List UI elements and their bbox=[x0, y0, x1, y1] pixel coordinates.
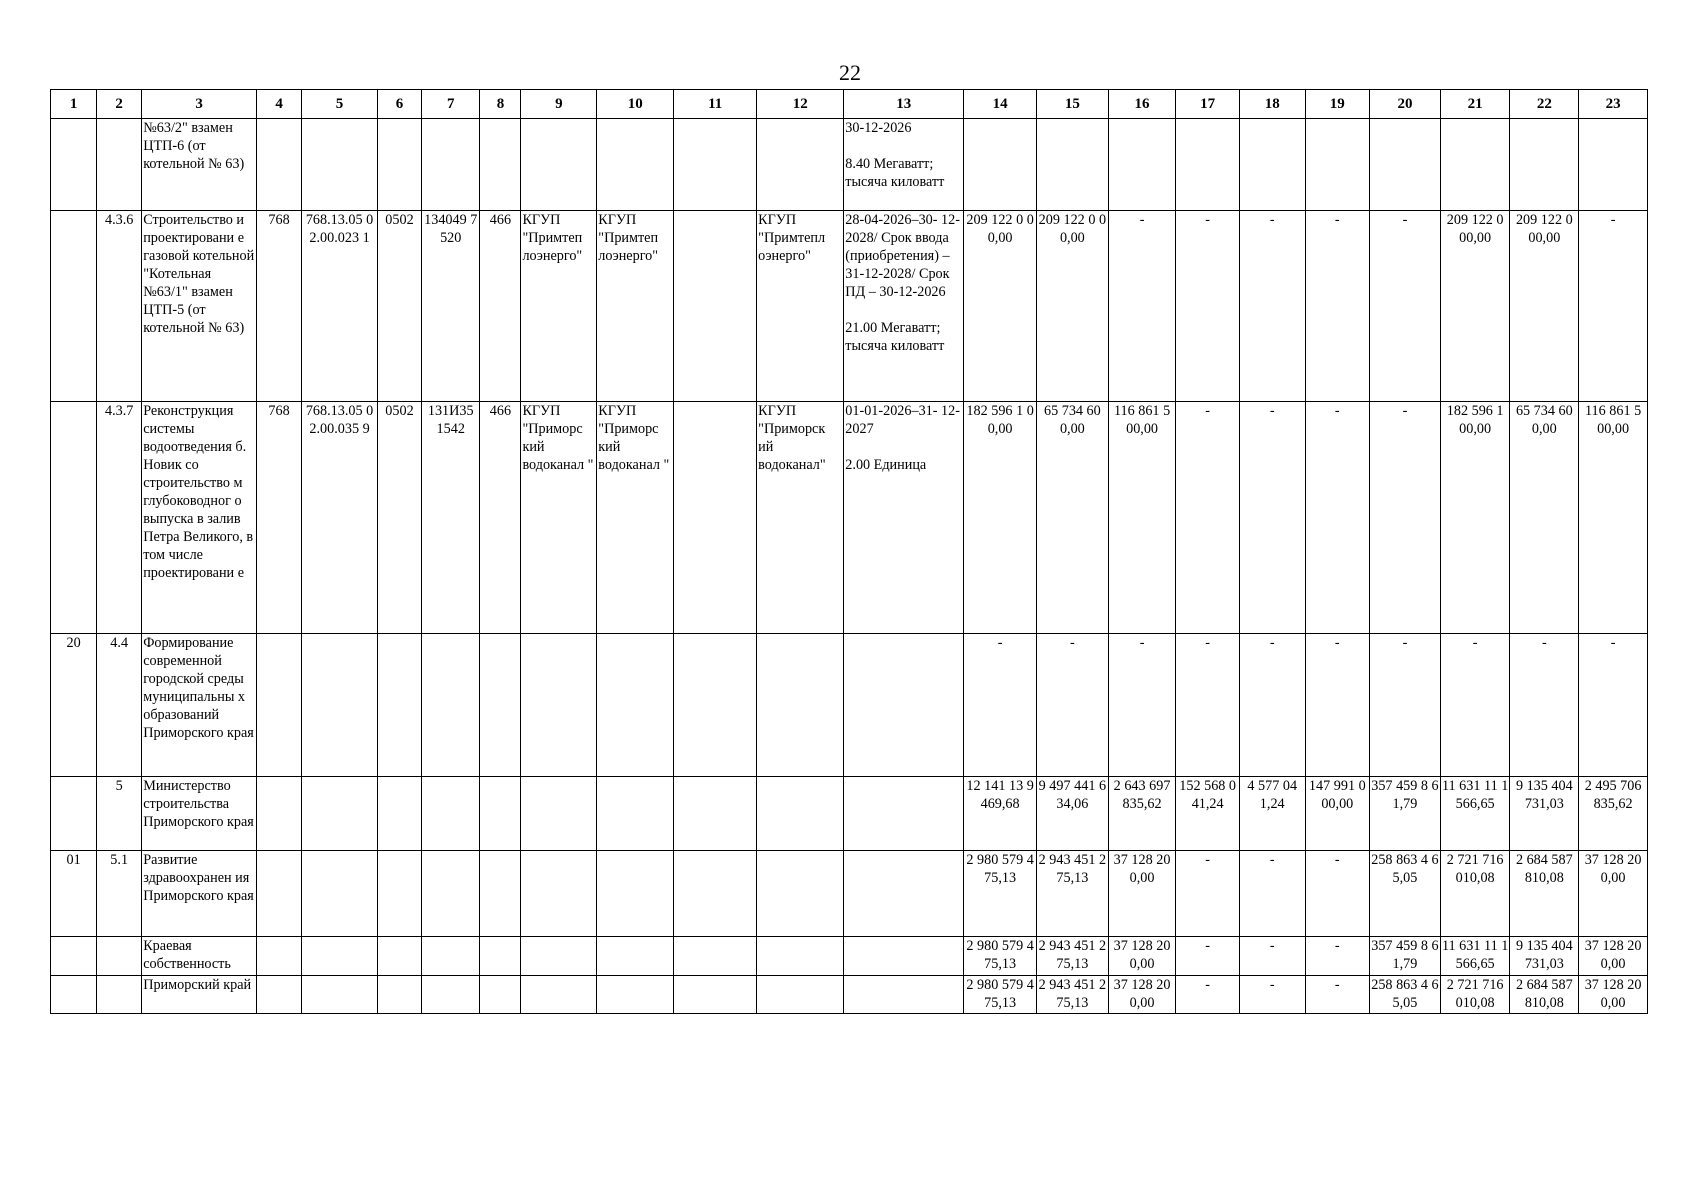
table-cell: - bbox=[1108, 211, 1176, 402]
table-cell bbox=[480, 119, 521, 211]
column-header: 22 bbox=[1510, 90, 1579, 119]
table-cell: 37 128 20 0,00 bbox=[1579, 851, 1648, 937]
table-cell bbox=[597, 851, 674, 937]
table-cell: - bbox=[1239, 937, 1305, 976]
table-cell: - bbox=[1176, 402, 1240, 634]
table-cell bbox=[51, 211, 97, 402]
table-cell: 37 128 20 0,00 bbox=[1108, 851, 1176, 937]
table-cell: 12 141 13 9 469,68 bbox=[964, 777, 1037, 851]
page-number: 22 bbox=[839, 60, 861, 85]
column-header: 8 bbox=[480, 90, 521, 119]
table-cell bbox=[302, 976, 378, 1014]
table-cell bbox=[674, 851, 757, 937]
table-cell bbox=[422, 634, 480, 777]
table-cell bbox=[422, 777, 480, 851]
table-cell: №63/2" взамен ЦТП-6 (от котельной № 63) bbox=[142, 119, 257, 211]
table-cell: - bbox=[1239, 402, 1305, 634]
table-cell: 466 bbox=[480, 402, 521, 634]
table-cell: 65 734 60 0,00 bbox=[1510, 402, 1579, 634]
table-cell bbox=[377, 634, 421, 777]
table-cell bbox=[757, 119, 844, 211]
column-header: 20 bbox=[1370, 90, 1441, 119]
table-cell: 2 980 579 475,13 bbox=[964, 937, 1037, 976]
table-cell: 209 122 0 00,00 bbox=[964, 211, 1037, 402]
table-cell bbox=[257, 851, 302, 937]
table-cell: 2 721 716 010,08 bbox=[1440, 851, 1510, 937]
table-cell: Краевая собственность bbox=[142, 937, 257, 976]
table-cell: - bbox=[1176, 211, 1240, 402]
table-cell bbox=[480, 851, 521, 937]
table-cell: 4.3.6 bbox=[97, 211, 142, 402]
table-cell bbox=[597, 777, 674, 851]
table-cell bbox=[1036, 119, 1108, 211]
table-cell: - bbox=[1305, 937, 1370, 976]
table-cell: 466 bbox=[480, 211, 521, 402]
table-cell bbox=[480, 634, 521, 777]
table-cell: 65 734 60 0,00 bbox=[1036, 402, 1108, 634]
table-cell: - bbox=[1510, 634, 1579, 777]
table-row bbox=[51, 119, 1648, 211]
table-cell: 2 943 451 275,13 bbox=[1036, 976, 1108, 1014]
table-cell: - bbox=[1305, 851, 1370, 937]
table-cell bbox=[844, 777, 964, 851]
table-cell: 182 596 1 00,00 bbox=[1440, 402, 1510, 634]
table-cell: КГУП "Приморс кий водоканал " bbox=[521, 402, 597, 634]
table-cell bbox=[1108, 119, 1176, 211]
table-cell: 209 122 0 00,00 bbox=[1440, 211, 1510, 402]
table-cell: - bbox=[1108, 634, 1176, 777]
column-header: 7 bbox=[422, 90, 480, 119]
table-cell: 4.4 bbox=[97, 634, 142, 777]
table-cell bbox=[302, 119, 378, 211]
table-cell: 37 128 20 0,00 bbox=[1579, 976, 1648, 1014]
table-cell: 37 128 20 0,00 bbox=[1108, 976, 1176, 1014]
table-cell bbox=[844, 937, 964, 976]
table-cell bbox=[480, 937, 521, 976]
table-cell: 357 459 8 61,79 bbox=[1370, 937, 1441, 976]
table-cell bbox=[1176, 119, 1240, 211]
table-cell: 2 643 697 835,62 bbox=[1108, 777, 1176, 851]
table-cell bbox=[480, 777, 521, 851]
column-header: 21 bbox=[1440, 90, 1510, 119]
table-cell: 182 596 1 00,00 bbox=[964, 402, 1037, 634]
column-header: 18 bbox=[1239, 90, 1305, 119]
table-cell: 11 631 11 1 566,65 bbox=[1440, 777, 1510, 851]
table-cell: 768.13.05 02.00.023 1 bbox=[302, 211, 378, 402]
table-cell: - bbox=[1176, 851, 1240, 937]
table-cell: 5.1 bbox=[97, 851, 142, 937]
table-cell: - bbox=[1579, 634, 1648, 777]
table-cell: 11 631 11 1 566,65 bbox=[1440, 937, 1510, 976]
table-cell: 116 861 5 00,00 bbox=[1108, 402, 1176, 634]
budget-table bbox=[50, 89, 1648, 1014]
table-cell: КГУП "Приморск ий водоканал" bbox=[757, 402, 844, 634]
table-cell: 2 684 587 810,08 bbox=[1510, 851, 1579, 937]
table-cell: 2 980 579 475,13 bbox=[964, 976, 1037, 1014]
table-row bbox=[51, 402, 1648, 634]
table-cell: 0502 bbox=[377, 211, 421, 402]
column-header: 19 bbox=[1305, 90, 1370, 119]
table-cell: - bbox=[964, 634, 1037, 777]
table-cell: - bbox=[1305, 976, 1370, 1014]
table-cell bbox=[844, 851, 964, 937]
column-header: 12 bbox=[757, 90, 844, 119]
table-cell bbox=[521, 777, 597, 851]
table-cell bbox=[51, 119, 97, 211]
table-cell: КГУП "Примтеп лоэнерго" bbox=[521, 211, 597, 402]
table-cell: 357 459 8 61,79 bbox=[1370, 777, 1441, 851]
table-cell bbox=[51, 976, 97, 1014]
table-cell bbox=[257, 119, 302, 211]
table-cell bbox=[757, 976, 844, 1014]
table-cell: 258 863 4 65,05 bbox=[1370, 851, 1441, 937]
table-row bbox=[51, 851, 1648, 937]
table-cell: 4.3.7 bbox=[97, 402, 142, 634]
table-cell: 2 495 706 835,62 bbox=[1579, 777, 1648, 851]
table-cell: 5 bbox=[97, 777, 142, 851]
table-cell bbox=[51, 402, 97, 634]
table-cell bbox=[302, 777, 378, 851]
table-cell: 20 bbox=[51, 634, 97, 777]
table-cell: - bbox=[1176, 976, 1240, 1014]
table-cell bbox=[422, 937, 480, 976]
table-cell bbox=[597, 976, 674, 1014]
table-cell: - bbox=[1239, 976, 1305, 1014]
table-cell bbox=[1579, 119, 1648, 211]
table-cell: - bbox=[1176, 634, 1240, 777]
table-cell bbox=[97, 976, 142, 1014]
table-cell: - bbox=[1370, 402, 1441, 634]
table-cell: - bbox=[1239, 634, 1305, 777]
column-header: 11 bbox=[674, 90, 757, 119]
table-cell bbox=[674, 402, 757, 634]
table-cell: - bbox=[1305, 211, 1370, 402]
table-cell bbox=[597, 119, 674, 211]
table-cell bbox=[302, 634, 378, 777]
table-cell bbox=[422, 976, 480, 1014]
table-cell: - bbox=[1370, 211, 1441, 402]
table-cell: Приморский край bbox=[142, 976, 257, 1014]
column-header: 4 bbox=[257, 90, 302, 119]
table-cell bbox=[521, 634, 597, 777]
table-cell bbox=[521, 937, 597, 976]
table-cell: 28-04-2026–30- 12-2028/ Срок ввода (приобретения) – 31-12-2028/ Срок ПД – 30-12-2026 21.00 Мегаватт; тысяча киловатт bbox=[844, 211, 964, 402]
table-cell bbox=[377, 777, 421, 851]
column-header: 2 bbox=[97, 90, 142, 119]
column-header: 5 bbox=[302, 90, 378, 119]
table-cell: 9 135 404 731,03 bbox=[1510, 777, 1579, 851]
table-cell bbox=[257, 634, 302, 777]
table-cell bbox=[597, 937, 674, 976]
table-cell bbox=[757, 851, 844, 937]
column-header: 9 bbox=[521, 90, 597, 119]
table-cell bbox=[1440, 119, 1510, 211]
table-cell: 30-12-2026 8.40 Мегаватт; тысяча киловатт bbox=[844, 119, 964, 211]
table-cell: 768 bbox=[257, 402, 302, 634]
column-header: 6 bbox=[377, 90, 421, 119]
table-cell: - bbox=[1176, 937, 1240, 976]
table-cell bbox=[97, 119, 142, 211]
table-cell: КГУП "Примтеп лоэнерго" bbox=[597, 211, 674, 402]
table-cell bbox=[844, 634, 964, 777]
table-cell: 01 bbox=[51, 851, 97, 937]
table-cell: Формирование современной городской среды муниципальны х образований Приморского края bbox=[142, 634, 257, 777]
table-cell: 2 943 451 275,13 bbox=[1036, 937, 1108, 976]
table-cell bbox=[521, 851, 597, 937]
table-cell bbox=[1305, 119, 1370, 211]
table-header-row bbox=[51, 90, 1648, 119]
table-cell bbox=[674, 777, 757, 851]
table-cell: 152 568 041,24 bbox=[1176, 777, 1240, 851]
table-cell bbox=[964, 119, 1037, 211]
table-cell: 2 943 451 275,13 bbox=[1036, 851, 1108, 937]
table-cell: 116 861 5 00,00 bbox=[1579, 402, 1648, 634]
table-cell: 9 497 441 634,06 bbox=[1036, 777, 1108, 851]
table-cell: - bbox=[1440, 634, 1510, 777]
table-cell bbox=[674, 976, 757, 1014]
table-cell bbox=[757, 777, 844, 851]
table-cell bbox=[422, 119, 480, 211]
table-cell: Реконструкция системы водоотведения б. Новик со строительство м глубоководног о выпуска в залив Петра Великого, в том числе проектировани е bbox=[142, 402, 257, 634]
table-cell: 134049 7520 bbox=[422, 211, 480, 402]
table-row bbox=[51, 634, 1648, 777]
table-cell bbox=[257, 937, 302, 976]
table-cell: 01-01-2026–31- 12-2027 2.00 Единица bbox=[844, 402, 964, 634]
column-header: 14 bbox=[964, 90, 1037, 119]
table-cell: КГУП "Примтепл оэнерго" bbox=[757, 211, 844, 402]
table-cell bbox=[521, 119, 597, 211]
table-cell bbox=[480, 976, 521, 1014]
table-cell: 2 684 587 810,08 bbox=[1510, 976, 1579, 1014]
table-cell bbox=[1510, 119, 1579, 211]
column-header: 1 bbox=[51, 90, 97, 119]
table-cell: 37 128 20 0,00 bbox=[1108, 937, 1176, 976]
table-cell bbox=[844, 976, 964, 1014]
table-cell bbox=[597, 634, 674, 777]
table-cell bbox=[257, 777, 302, 851]
table-cell bbox=[674, 937, 757, 976]
table-row bbox=[51, 777, 1648, 851]
table-cell: 209 122 0 00,00 bbox=[1036, 211, 1108, 402]
table-row bbox=[51, 211, 1648, 402]
table-cell: - bbox=[1305, 402, 1370, 634]
column-header: 15 bbox=[1036, 90, 1108, 119]
table-cell: КГУП "Приморс кий водоканал " bbox=[597, 402, 674, 634]
table-cell bbox=[51, 937, 97, 976]
table-cell bbox=[422, 851, 480, 937]
table-cell: - bbox=[1370, 634, 1441, 777]
table-cell bbox=[377, 851, 421, 937]
table-cell bbox=[674, 634, 757, 777]
table-cell: 4 577 04 1,24 bbox=[1239, 777, 1305, 851]
table-cell bbox=[521, 976, 597, 1014]
column-header: 17 bbox=[1176, 90, 1240, 119]
table-cell: 0502 bbox=[377, 402, 421, 634]
table-cell: 9 135 404 731,03 bbox=[1510, 937, 1579, 976]
table-cell bbox=[674, 211, 757, 402]
table-cell: 147 991 0 00,00 bbox=[1305, 777, 1370, 851]
table-cell bbox=[1239, 119, 1305, 211]
column-header: 23 bbox=[1579, 90, 1648, 119]
table-cell bbox=[377, 976, 421, 1014]
column-header: 10 bbox=[597, 90, 674, 119]
table-cell bbox=[757, 937, 844, 976]
table-cell bbox=[302, 851, 378, 937]
table-cell: 258 863 4 65,05 bbox=[1370, 976, 1441, 1014]
table-cell: - bbox=[1579, 211, 1648, 402]
table-row bbox=[51, 937, 1648, 976]
table-cell: 2 721 716 010,08 bbox=[1440, 976, 1510, 1014]
table-cell: Министерство строительства Приморского края bbox=[142, 777, 257, 851]
table-cell: 768 bbox=[257, 211, 302, 402]
table-cell: Строительство и проектировани е газовой котельной "Котельная №63/1" взамен ЦТП-5 (от котельной № 63) bbox=[142, 211, 257, 402]
table-cell: - bbox=[1036, 634, 1108, 777]
table-cell bbox=[257, 976, 302, 1014]
table-cell: 209 122 0 00,00 bbox=[1510, 211, 1579, 402]
column-header: 3 bbox=[142, 90, 257, 119]
table-cell: - bbox=[1239, 851, 1305, 937]
table-cell bbox=[302, 937, 378, 976]
table-row bbox=[51, 976, 1648, 1014]
table-cell: 37 128 20 0,00 bbox=[1579, 937, 1648, 976]
table-cell bbox=[674, 119, 757, 211]
table-cell bbox=[757, 634, 844, 777]
table-cell: - bbox=[1239, 211, 1305, 402]
table-cell bbox=[377, 937, 421, 976]
table-cell: Развитие здравоохранен ия Приморского края bbox=[142, 851, 257, 937]
table-cell bbox=[377, 119, 421, 211]
table-cell: 131И35 1542 bbox=[422, 402, 480, 634]
column-header: 13 bbox=[844, 90, 964, 119]
table-cell: 768.13.05 02.00.035 9 bbox=[302, 402, 378, 634]
column-header: 16 bbox=[1108, 90, 1176, 119]
table-cell: - bbox=[1305, 634, 1370, 777]
table-cell bbox=[1370, 119, 1441, 211]
table-cell bbox=[97, 937, 142, 976]
table-cell: 2 980 579 475,13 bbox=[964, 851, 1037, 937]
table-cell bbox=[51, 777, 97, 851]
